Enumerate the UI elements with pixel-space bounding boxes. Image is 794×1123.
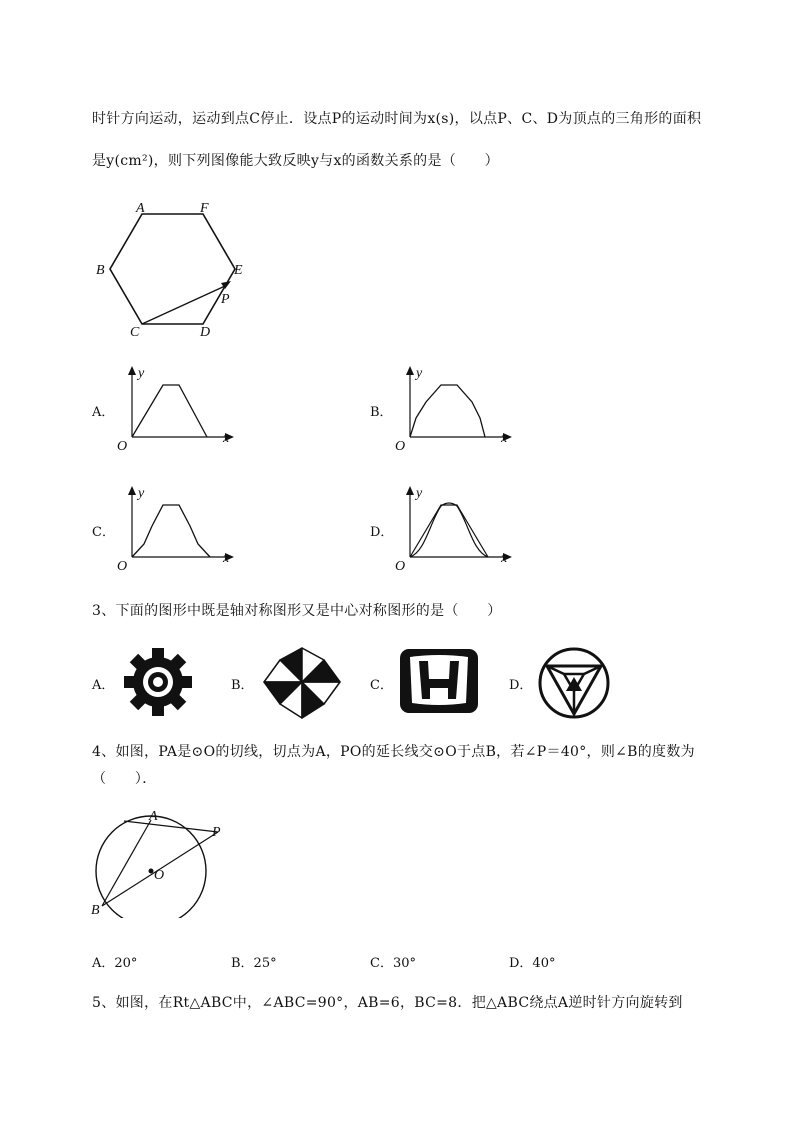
svg-text:y: y: [138, 366, 145, 381]
svg-text:x: x: [223, 551, 230, 566]
q4-option-b[interactable]: B．25°: [231, 956, 277, 971]
graph-b: [390, 362, 520, 452]
pinwheel-icon: [260, 644, 344, 720]
q3-option-a[interactable]: A．: [92, 678, 115, 693]
label-P: P: [221, 292, 230, 307]
q2-option-b[interactable]: B．: [370, 405, 393, 420]
q5-stem: 5、如图，在Rt△ABC中，∠ABC=90°，AB=6，BC=8．把△ABC绕点A逆时针方向旋转到: [92, 995, 683, 1011]
label-B: B: [96, 263, 105, 278]
tangent-circle-figure: [88, 808, 248, 918]
label-D: D: [200, 325, 211, 340]
label-F: F: [200, 201, 209, 216]
label-B: B: [91, 903, 100, 918]
hexagon-figure: [90, 195, 270, 345]
q4-option-d[interactable]: D．40°: [509, 956, 556, 971]
label-O: O: [154, 868, 165, 883]
q2-line1: 时针方向运动，运动到点C停止．设点P的运动时间为x(s)，以点P、C、D为顶点的三角形的面积: [92, 111, 702, 127]
graph-a: [112, 362, 242, 452]
svg-text:y: y: [138, 486, 145, 501]
svg-text:x: x: [501, 431, 508, 446]
q2-option-c[interactable]: C．: [92, 525, 115, 540]
honda-logo-icon: [398, 647, 480, 715]
svg-text:x: x: [501, 551, 508, 566]
q2-option-a[interactable]: A．: [92, 405, 115, 420]
q4-option-a[interactable]: A．20°: [92, 956, 138, 971]
svg-text:O: O: [117, 439, 128, 452]
q3-option-b[interactable]: B．: [231, 678, 254, 693]
label-C: C: [130, 325, 140, 340]
svg-text:O: O: [395, 439, 406, 452]
q3-option-d[interactable]: D．: [509, 678, 533, 693]
graph-c: [112, 482, 242, 572]
triangle-in-circle-icon: [536, 645, 612, 721]
svg-text:O: O: [395, 559, 406, 572]
svg-text:y: y: [416, 366, 423, 381]
q4-stem-line1: 4、如图，PA是⊙O的切线，切点为A，PO的延长线交⊙O于点B，若∠P＝40°，则∠B的度数为: [92, 744, 695, 760]
q2-option-d[interactable]: D．: [370, 525, 394, 540]
gear-icon: [122, 646, 194, 718]
q3-option-c[interactable]: C．: [370, 678, 393, 693]
q4-option-c[interactable]: C．30°: [370, 956, 416, 971]
q4-stem-line2: （ ）．: [92, 771, 157, 787]
svg-text:x: x: [223, 431, 230, 446]
svg-text:O: O: [117, 559, 128, 572]
q3-stem: 3、下面的图形中既是轴对称图形又是中心对称图形的是（ ）: [92, 603, 502, 619]
q2-line2: 是y(cm²)，则下列图像能大致反映y与x的函数关系的是（ ）: [92, 153, 499, 169]
label-P: P: [212, 825, 221, 840]
svg-text:y: y: [416, 486, 423, 501]
label-A: A: [149, 809, 158, 824]
graph-d: [390, 482, 520, 572]
label-E: E: [234, 263, 243, 278]
label-A: A: [136, 201, 145, 216]
